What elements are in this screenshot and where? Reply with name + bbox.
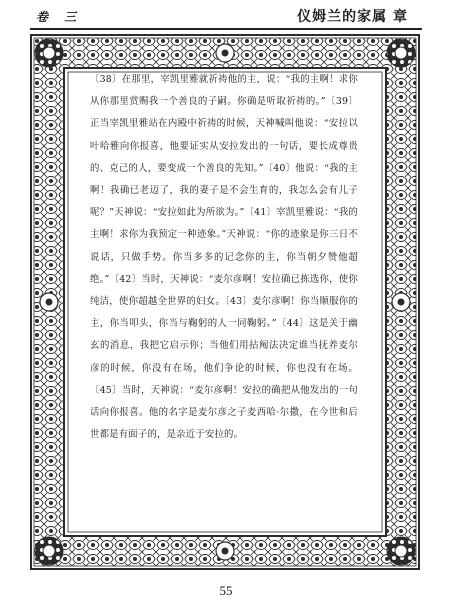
chapter-title: 仪姆兰的家属 章 <box>297 9 408 25</box>
page-number: 55 <box>219 583 233 598</box>
header-rule <box>30 28 422 30</box>
body-text: 〔38〕在那里，宰凯里雅就祈祷他的主，说：“我的主啊！求你从你那里赏赐我一个善良的子嗣。你确是听取祈祷的。”〔39〕正当宰凯里雅站在内殿中祈祷的时候，天神喊叫他说：“安拉以叶哈雅向你报喜，他要证实从安拉发出的一句话，要长成尊贵的、克己的人，要变成一个善良的先知。”〔40〕他说：“我的主啊！我确已老迈了，我的妻子是不会生育的，我怎么会有儿子呢？”天神说：“安拉如此为所欲为。”〔41〕宰凯里雅说：“我的主啊！求你为我预定一种迹象。”天神说：“你的迹象是你三日不说话，只做手势。你当多多的记念你的主，你当朝夕赞他超绝。”〔42〕当时，天神说：“麦尔彦啊！安拉确已拣选你，使你纯洁，使你超越全世界的妇女。〔43〕麦尔彦啊！你当顺服你的主，你当叩头，你当与鞠躬的人一同鞠躬。”〔44〕这是关于幽玄的消息，我把它启示你；当他们用拈阄法决定谁当抚养麦尔彦的时候，你没有在场，他们争论的时候，你也没有在场。〔45〕当时，天神说：“麦尔彦啊！安拉的确把从他发出的一句话向你报喜。他的名字是麦尔彦之子麦西哈·尔撒，在今世和后世都是有面子的，是亲近于安拉的。 <box>90 74 358 441</box>
running-header <box>0 4 452 26</box>
volume-label: 卷 三 <box>36 10 83 24</box>
